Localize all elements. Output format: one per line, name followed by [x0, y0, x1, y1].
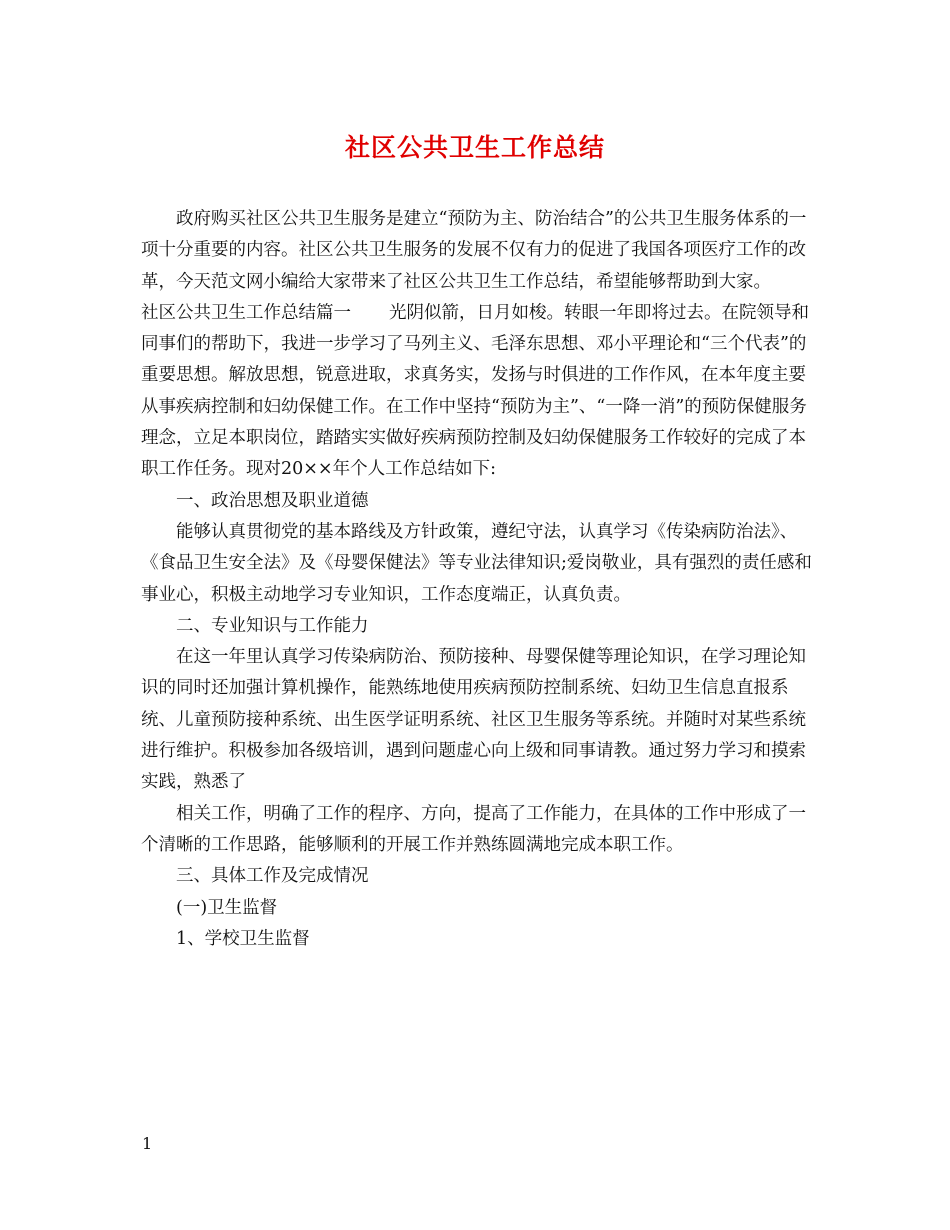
page-number: 1: [142, 1134, 153, 1153]
document-body: [141, 204, 821, 955]
heading-professional-skills: 二、专业知识与工作能力: [176, 615, 369, 636]
section-one-text: 光阴似箭，日月如梭。转眼一年即将过去。在院领导和同事们的帮助下，我进一步学习了马列主义、毛泽东思想、邓小平理论和“三个代表”的重要思想。解放思想，锐意进取，求真务实，发扬与时俱进的工作作风，在本年度主要从事疾病控制和妇幼保健工作。在工作中坚持“预防为主”、“一降一消”的预防保健服务理念，立足本职岗位，踏踏实实做好疾病预防控制及妇幼保健服务工作较好的完成了本职工作任务。现对20××年个人工作总结如下:: [141, 302, 809, 480]
intro-paragraph: 政府购买社区公共卫生服务是建立“预防为主、防治结合”的公共卫生服务体系的一项十分重要的内容。社区公共卫生服务的发展不仅有力的促进了我国各项医疗工作的改革，今天范文网小编给大家带来了社区公共卫生工作总结，希望能够帮助到大家。: [141, 209, 807, 292]
document-title: 社区公共卫生工作总结: [344, 133, 605, 162]
heading-health-supervision: (一)卫生监督: [176, 897, 278, 918]
heading-specific-work: 三、具体工作及完成情况: [176, 866, 369, 887]
section-one-paragraph: [141, 298, 821, 486]
heading-political-ethics: 一、政治思想及职业道德: [176, 490, 369, 511]
work-familiarity-paragraph: 相关工作，明确了工作的程序、方向，提高了工作能力，在具体的工作中形成了一个清晰的工作思路，能够顺利的开展工作并熟练圆满地完成本职工作。: [141, 803, 806, 855]
heading-school-health-supervision: 1、学校卫生监督: [176, 928, 310, 949]
political-ethics-paragraph: 能够认真贯彻党的基本路线及方针政策，遵纪守法，认真学习《传染病防治法》、《食品卫生安全法》及《母婴保健法》等专业法律知识;爱岗敬业，具有强烈的责任感和事业心，积极主动地学习专业知识，工作态度端正，认真负责。: [141, 521, 812, 605]
professional-skills-paragraph: 在这一年里认真学习传染病防治、预防接种、母婴保健等理论知识，在学习理论知识的同时还加强计算机操作，能熟练地使用疾病预防控制系统、妇幼卫生信息直报系统、儿童预防接种系统、出生医学证明系统、社区卫生服务等系统。并随时对某些系统进行维护。积极参加各级培训，遇到问题虚心向上级和同事请教。通过努力学习和摸索实践，熟悉了: [141, 647, 806, 793]
section-label: 社区公共卫生工作总结篇一: [141, 302, 351, 323]
